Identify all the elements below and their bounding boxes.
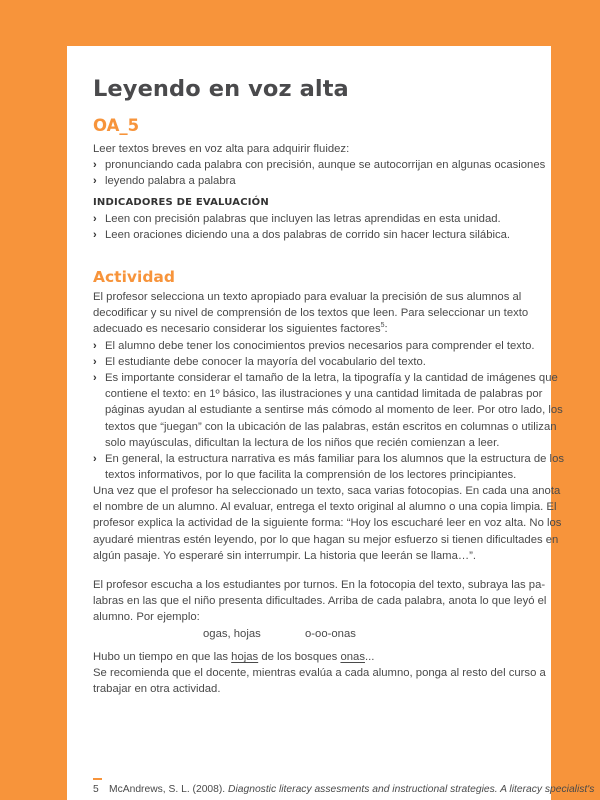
indicator-bullet: › Leen con precisión palabras que incluyen las letras aprendidas en esta unidad.: [93, 211, 525, 227]
chevron-right-icon: ›: [93, 372, 97, 385]
chevron-right-icon: ›: [93, 175, 97, 188]
indicators-section: [93, 195, 525, 243]
annotation-2: o-oo-onas: [305, 627, 356, 640]
annotation-1: ogas, hojas: [203, 627, 261, 640]
objective-section: [93, 141, 546, 190]
underlined-word-2: onas: [340, 651, 365, 663]
indicators-heading: INDICADORES DE EVALUACIÓN: [93, 197, 269, 208]
chevron-right-icon: ›: [93, 355, 97, 368]
chevron-right-icon: ›: [93, 213, 97, 225]
footnote-ref[interactable]: 5: [380, 322, 385, 330]
footnote-title: Diagnostic literacy assesments and instructional strategies. A literacy specialist's: [228, 784, 595, 795]
chevron-right-icon: ›: [93, 339, 97, 352]
example-and-closing: Hubo un tiempo en que las hojas de los bosques onas... Se recomienda que el docente, mientras evalúa a cada alumno, ponga al resto del curso a trabajar en otra actividad.: [93, 651, 546, 696]
indicator-bullet: › Leen oraciones diciendo una a dos palabras de corrido sin hacer lectura silábica.: [93, 227, 525, 243]
activity-paragraph-2: Una vez que el profesor ha seleccionado un texto, saca varias fotocopias. En cada una anota el nombre de un alumno. Al evaluar, entrega el texto original al alumno o una copia limpia. El profesor explica la actividad de la siguiente forma: “Hoy los escucharé leer en voz alta. No los ayudaré mientras estén leyendo, por lo que hagan su mejor esfuerzo si tienen dificultades en algún pasaje. Yo esperaré sin interrumpir. La historia que leerán se llama…”.: [93, 485, 562, 562]
activity-heading: Actividad: [93, 268, 175, 286]
page-title: Leyendo en voz alta: [93, 76, 349, 102]
footnote-number: 5: [93, 784, 99, 795]
activity-paragraph-3: El profesor escucha a los estudiantes por turnos. En la fotocopia del texto, subraya las pa- labras en las que el niño presenta dificultades. Arriba de cada palabra, anota lo que leyó el alumno. Por ejemplo: ogas, hojas o-oo-onas: [93, 577, 525, 642]
footnote-divider: [93, 778, 102, 780]
example-annotations: [93, 626, 525, 642]
objective-intro: Leer textos breves en voz alta para adquirir fluidez:: [93, 143, 350, 155]
underlined-word-1: hojas: [231, 651, 259, 663]
chevron-right-icon: ›: [93, 453, 97, 466]
chevron-right-icon: ›: [93, 229, 97, 242]
footnote-author: McAndrews, S. L. (2008).: [109, 784, 229, 795]
objective-code: OA_5: [93, 116, 140, 135]
footnote: [93, 784, 594, 795]
example-sentence: Hubo un tiempo en que las hojas de los bosques onas...: [93, 651, 375, 663]
document-page: [67, 46, 595, 800]
factor-item: › En general, la estructura narrativa es más familiar para los alumnos que la estructura de los textos informativos, por lo que facilita la comprensión de los lectores principiantes.: [93, 453, 565, 482]
factor-item: › El estudiante debe conocer la mayoría del vocabulario del texto.: [93, 354, 525, 370]
factor-item: › Es importante considerar el tamaño de la letra, la tipografía y la cantidad de imágenes que contiene el texto: en 1º básico, las ilustraciones y una cantidad limitada de palabras por páginas ayudan al estudiante a sentirse más cómodo al momento de leer. Por otro lado, los textos que “juegan” con la ubicación de las palabras, están escritos en columnas o utilizan solo mayúsculas, dificultan la lectura de los niños que recién comienzan a leer.: [93, 372, 563, 449]
objective-bullet: › pronunciando cada palabra con precisión, aunque se autocorrijan en algunas ocasiones: [93, 157, 525, 173]
activity-intro: El profesor selecciona un texto apropiado para evaluar la precisión de sus alumnos al decodificar y su nivel de comprensión de los textos que leen. Para seleccionar un texto adecuado es necesario considerar los siguientes factores$^5$: › El alumno debe tener los conocimientos previos necesarios para comprender el texto. › El estudiante debe conocer la mayoría del vocabulario del texto. › Es importante considerar el tamaño de la letra, la tipografía y la cantidad de imágenes que contiene el texto: en 1º básico, las ilustraciones y una cantidad limitada de palabras por páginas ayudan al estudiante a sentirse más cómodo al momento de leer. Por otro lado, los textos que “juegan” con la ubicación de las palabras, están escritos en columnas o utilizan solo mayúsculas, dificultan la lectura de los niños que recién comienzan a leer. › En general, la estructura narrativa es más familiar para los alumnos que la estructura de los textos informativos, por lo que facilita la comprensión de los lectores principiantes.: [93, 289, 525, 483]
objective-bullet: › leyendo palabra a palabra: [93, 173, 525, 189]
chevron-right-icon: ›: [93, 159, 97, 172]
factor-item: › El alumno debe tener los conocimientos previos necesarios para comprender el texto.: [93, 338, 525, 354]
